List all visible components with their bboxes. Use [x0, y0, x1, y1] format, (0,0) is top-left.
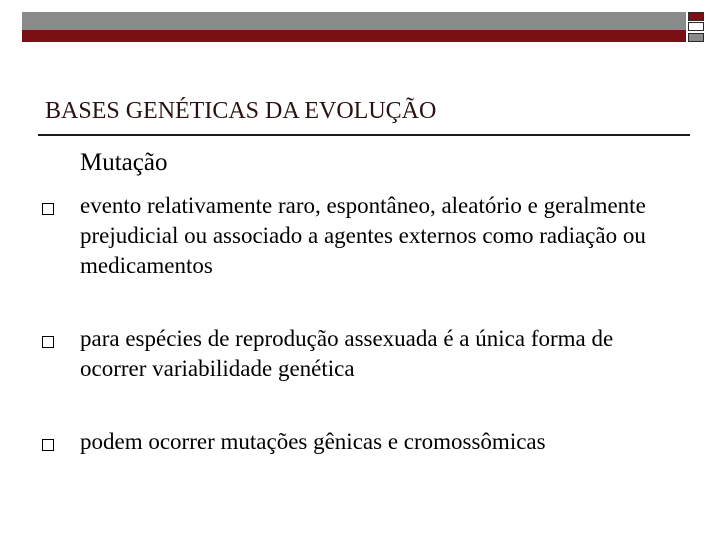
bullet-text: podem ocorrer mutações gênicas e cromossômicas [80, 429, 546, 454]
square-bullet-icon [42, 203, 54, 215]
title-divider [38, 134, 690, 136]
bullet-text: evento relativamente raro, espontâneo, aleatório e geralmente prejudicial ou associado a agentes externos como radiação ou medicamentos [80, 193, 646, 278]
slide-title: BASES GENÉTICAS DA EVOLUÇÃO [45, 98, 437, 124]
slide-subtitle: Mutação [80, 149, 168, 176]
square-bullet-icon [42, 439, 54, 451]
bullet-text: para espécies de reprodução assexuada é a única forma de ocorrer variabilidade genética [80, 326, 614, 381]
corner-square-white [688, 22, 704, 31]
header-red-band [22, 30, 686, 42]
corner-square-gray [688, 33, 704, 42]
square-bullet-icon [42, 336, 54, 348]
corner-square-red [688, 12, 704, 21]
